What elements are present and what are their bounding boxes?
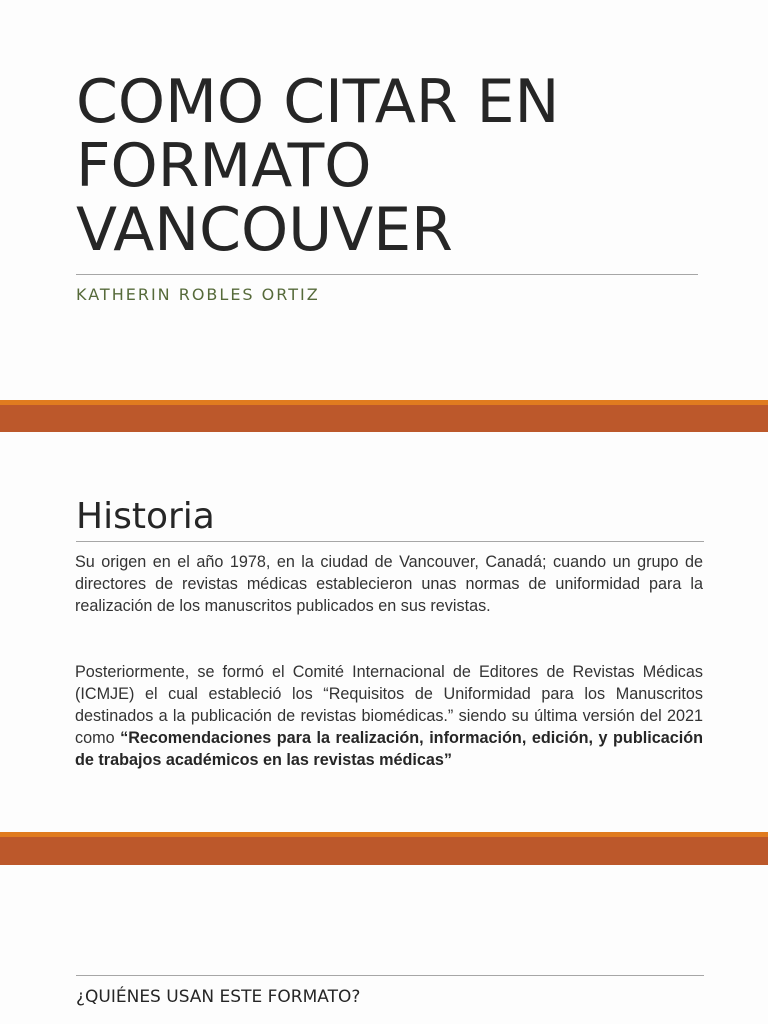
title-line-3: VANCOUVER: [76, 195, 453, 265]
history-paragraph-1: Su origen en el año 1978, en la ciudad de Vancouver, Canadá; cuando un grupo de directores de revistas médicas establecieron unas normas de uniformidad para la realización de los manuscritos publicados en sus revistas.: [75, 553, 703, 615]
slide-separator-1: [0, 400, 768, 432]
history-heading: Historia: [76, 496, 215, 537]
history-body: [75, 551, 703, 771]
history-divider: [76, 541, 704, 542]
history-paragraph-2-bold: “Recomendaciones para la realización, información, edición, y publicación de trabajos académicos en las revistas médicas”: [75, 729, 703, 769]
users-heading: ¿QUIÉNES USAN ESTE FORMATO?: [76, 987, 361, 1007]
slide-separator-2: [0, 832, 768, 865]
document-title: [76, 67, 716, 265]
history-paragraph-2: [75, 661, 703, 771]
history-paragraph-2-text: Posteriormente, se formó el Comité Internacional de Editores de Revistas Médicas (ICMJE) el cual estableció los “Requisitos de Uniformidad para los Manuscritos destinados a la publicación de revistas biomédicas.” siendo su última versión del 2021 como: [75, 663, 703, 747]
users-divider: [76, 975, 704, 976]
title-line-2: FORMATO: [76, 131, 372, 201]
title-line-1: COMO CITAR EN: [76, 67, 560, 137]
title-divider: [76, 274, 698, 275]
author-name: KATHERIN ROBLES ORTIZ: [76, 285, 320, 304]
